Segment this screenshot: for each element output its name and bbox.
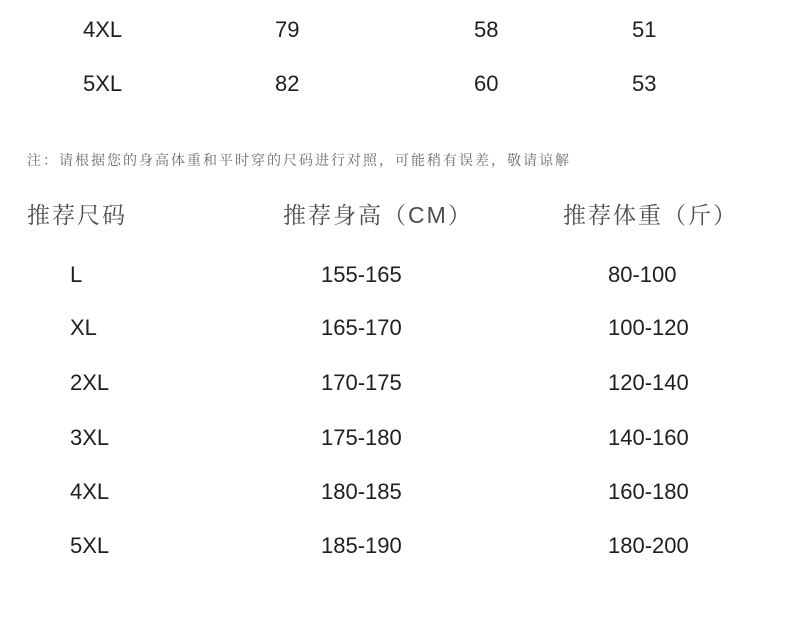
- height-range: 170-175: [321, 370, 402, 395]
- measure-value: 82: [275, 71, 300, 96]
- height-range: 175-180: [321, 425, 402, 450]
- measure-value: 53: [632, 71, 657, 96]
- weight-range: 140-160: [608, 425, 689, 450]
- size-label: 4XL: [70, 479, 110, 504]
- height-range: 185-190: [321, 533, 402, 558]
- measure-value: 79: [275, 17, 300, 42]
- table-row: [0, 370, 790, 398]
- height-range: 165-170: [321, 315, 402, 340]
- size-label: 4XL: [83, 17, 123, 42]
- measure-value: 58: [474, 17, 499, 42]
- size-label: 5XL: [70, 533, 110, 558]
- table-row: [0, 533, 790, 561]
- size-label: XL: [70, 315, 97, 340]
- table-row: [0, 262, 790, 290]
- size-label: L: [70, 262, 83, 287]
- header-recommended-height: 推荐身高（CM）: [283, 202, 473, 228]
- size-note: 注：请根据您的身高体重和平时穿的尺码进行对照，可能稍有误差，敬请谅解: [27, 152, 571, 168]
- table-row: [0, 71, 790, 99]
- table-row: [0, 479, 790, 507]
- measure-value: 60: [474, 71, 499, 96]
- table-row: [0, 315, 790, 343]
- size-label: 2XL: [70, 370, 110, 395]
- header-recommended-size: 推荐尺码: [27, 202, 127, 228]
- size-label: 5XL: [83, 71, 123, 96]
- table-row: [0, 17, 790, 45]
- weight-range: 180-200: [608, 533, 689, 558]
- table-header-row: [0, 201, 790, 229]
- height-range: 180-185: [321, 479, 402, 504]
- table-row: [0, 425, 790, 453]
- size-label: 3XL: [70, 425, 110, 450]
- header-recommended-weight: 推荐体重（斤）: [563, 202, 738, 228]
- weight-range: 120-140: [608, 370, 689, 395]
- measure-value: 51: [632, 17, 657, 42]
- weight-range: 80-100: [608, 262, 677, 287]
- height-range: 155-165: [321, 262, 402, 287]
- weight-range: 100-120: [608, 315, 689, 340]
- weight-range: 160-180: [608, 479, 689, 504]
